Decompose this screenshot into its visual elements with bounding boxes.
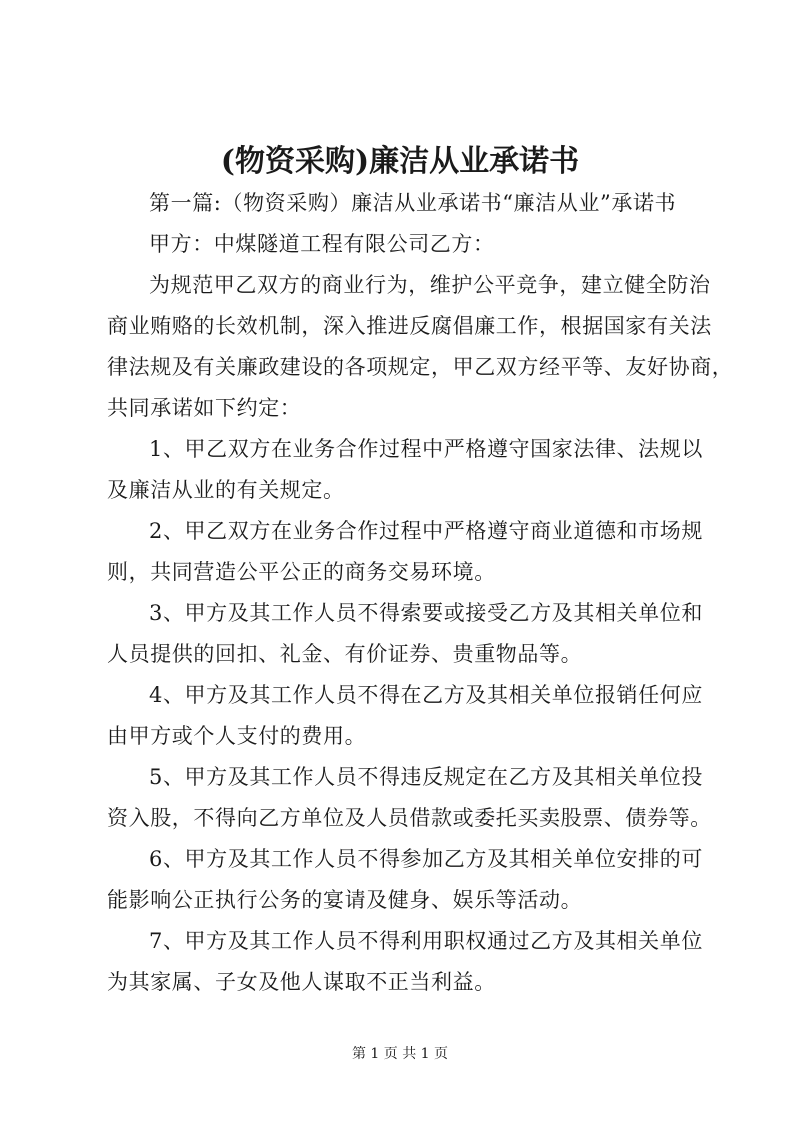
text-line: 共同承诺如下约定： xyxy=(107,396,302,420)
clause-5-line: 资入股，不得向乙方单位及人员借款或委托买卖股票、债券等。 xyxy=(107,806,712,830)
clause-6-line: 6、甲方及其工作人员不得参加乙方及其相关单位安排的可 xyxy=(149,847,703,871)
clause-2-line: 2、甲乙双方在业务合作过程中严格遵守商业道德和市场规 xyxy=(149,519,703,543)
clause-1-line: 及廉洁从业的有关规定。 xyxy=(107,478,345,502)
clause-3-line: 人员提供的回扣、礼金、有价证券、贵重物品等。 xyxy=(107,642,583,666)
text-line-parties: 甲方：中煤隧道工程有限公司乙方： xyxy=(149,232,495,256)
clause-4-line: 由甲方或个人支付的费用。 xyxy=(107,724,367,748)
text-line: 为规范甲乙双方的商业行为，维护公平竞争，建立健全防治 xyxy=(149,273,711,297)
page-footer: 第 1 页 共 1 页 xyxy=(351,1046,449,1062)
clause-3-line: 3、甲方及其工作人员不得索要或接受乙方及其相关单位和 xyxy=(149,601,703,625)
text-line: 商业贿赂的长效机制，深入推进反腐倡廉工作，根据国家有关法 xyxy=(107,314,712,338)
clause-1-line: 1、甲乙双方在业务合作过程中严格遵守国家法律、法规以 xyxy=(149,437,703,461)
document-title: (物资采购)廉洁从业承诺书 xyxy=(220,144,580,179)
clause-4-line: 4、甲方及其工作人员不得在乙方及其相关单位报销任何应 xyxy=(149,683,703,707)
clause-5-line: 5、甲方及其工作人员不得违反规定在乙方及其相关单位投 xyxy=(149,765,703,789)
text-line: 律法规及有关廉政建设的各项规定，甲乙双方经平等、友好协商， xyxy=(107,355,734,379)
text-line-heading: 第一篇:（物资采购）廉洁从业承诺书“廉洁从业”承诺书 xyxy=(149,191,677,215)
clause-2-line: 则，共同营造公平公正的商务交易环境。 xyxy=(107,560,496,584)
clause-7-line: 为其家属、子女及他人谋取不正当利益。 xyxy=(107,970,496,994)
clause-6-line: 能影响公正执行公务的宴请及健身、娱乐等活动。 xyxy=(107,888,583,912)
clause-7-line: 7、甲方及其工作人员不得利用职权通过乙方及其相关单位 xyxy=(149,929,703,953)
